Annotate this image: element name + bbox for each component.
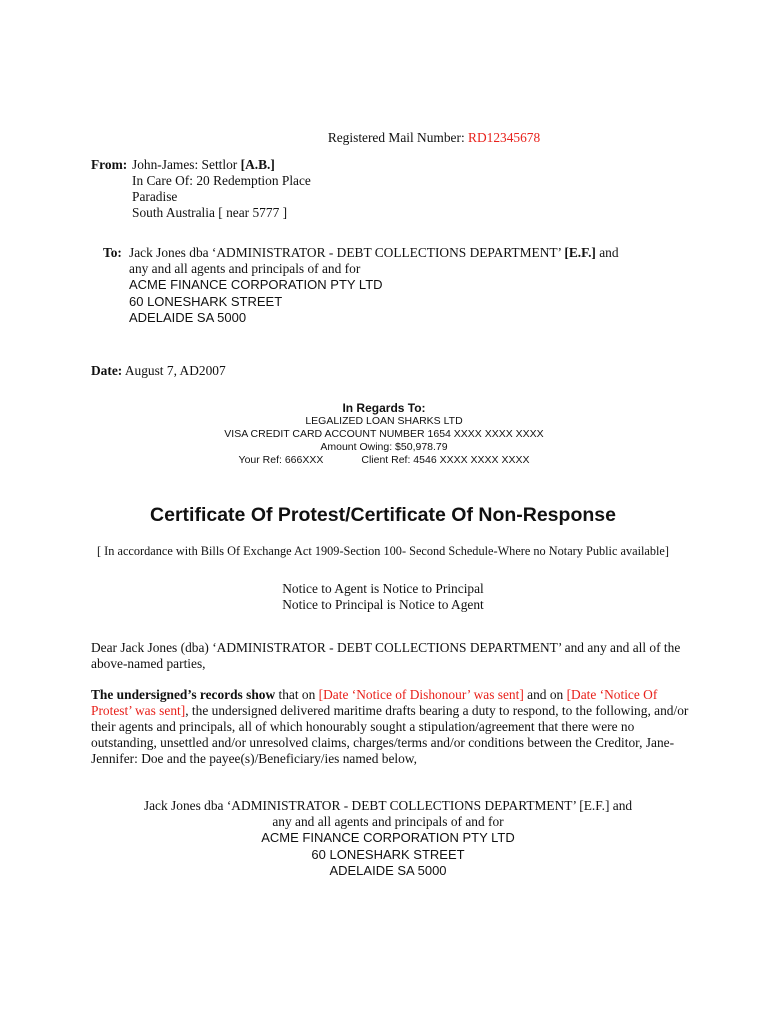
sender-address-line: Paradise bbox=[132, 189, 178, 204]
regards-heading: In Regards To: bbox=[342, 401, 426, 415]
payee-address-line: 60 LONESHARK STREET bbox=[311, 846, 465, 862]
date-line bbox=[91, 363, 226, 379]
notice-line: Notice to Agent is Notice to Principal bbox=[282, 581, 484, 596]
regards-company: LEGALIZED LOAN SHARKS LTD bbox=[305, 415, 463, 427]
regards-block bbox=[0, 401, 768, 467]
records-lead: The undersigned’s records show bbox=[91, 687, 276, 702]
sender-address-line: In Care Of: 20 Redemption Place bbox=[132, 173, 311, 188]
date-label: Date: bbox=[91, 363, 123, 378]
client-ref: Client Ref: 4546 XXXX XXXX XXXX bbox=[361, 454, 530, 466]
sender-address-line: South Australia [ near 5777 ] bbox=[132, 205, 288, 220]
records-text: and on bbox=[523, 687, 567, 702]
certificate-title: Certificate Of Protest/Certificate Of Non-Response bbox=[150, 504, 616, 526]
protest-date-placeholder: [Date ‘Notice Of Protest’ was sent] bbox=[91, 687, 658, 718]
recipient-address-line: ACME FINANCE CORPORATION PTY LTD bbox=[129, 277, 383, 292]
from-label: From: bbox=[91, 157, 128, 172]
to-label: To: bbox=[103, 245, 122, 260]
records-text: , the undersigned delivered maritime drafts bearing a duty to respond, to the following, and/or their agents and principals, all of which honourably sought a stipulation/agreement that there were no outstanding, unsettled and/or unresolved claims, charges/terms and/or conditions between the Creditor, Jane-Jennifer: Doe and the payee(s)/Beneficiary/ies named below, bbox=[91, 703, 689, 766]
notice-block bbox=[0, 581, 766, 613]
sender-name-line bbox=[132, 157, 311, 173]
recipient-address-line: 60 LONESHARK STREET bbox=[129, 293, 283, 309]
recipient-agents-line: any and all agents and principals of and for bbox=[129, 261, 361, 276]
payee-block bbox=[0, 798, 768, 880]
certificate-accordance-note: [ In accordance with Bills Of Exchange Act 1909-Section 100- Second Schedule-Where no Notary Public available] bbox=[97, 544, 669, 558]
payee-name-line: Jack Jones dba ‘ADMINISTRATOR - DEBT COLLECTIONS DEPARTMENT’ [E.F.] and bbox=[143, 798, 633, 813]
recipient-name-line bbox=[129, 245, 619, 261]
dishonour-date-placeholder: [Date ‘Notice of Dishonour’ was sent] bbox=[318, 687, 524, 702]
registered-mail-number: RD12345678 bbox=[468, 130, 541, 145]
recipient-name: Jack Jones dba ‘ADMINISTRATOR - DEBT COLLECTIONS DEPARTMENT’ bbox=[129, 245, 565, 260]
recipient-tag: [E.F.] bbox=[564, 245, 596, 260]
payee-address-line: ACME FINANCE CORPORATION PTY LTD bbox=[261, 830, 515, 845]
recipient-address-line: ADELAIDE SA 5000 bbox=[129, 310, 247, 325]
payee-agents-line: any and all agents and principals of and for bbox=[272, 814, 504, 829]
date-value: August 7, AD2007 bbox=[122, 363, 226, 378]
recipient-name-tail: and bbox=[595, 245, 619, 260]
sender-block bbox=[132, 157, 311, 221]
registered-mail-line bbox=[0, 130, 768, 146]
salutation: Dear Jack Jones (dba) ‘ADMINISTRATOR - DEBT COLLECTIONS DEPARTMENT’ and any and all of the above-named parties, bbox=[91, 640, 681, 671]
records-text: that on bbox=[275, 687, 319, 702]
your-ref: Your Ref: 666XXX bbox=[238, 454, 324, 466]
regards-references bbox=[0, 454, 768, 467]
payee-address-line: ADELAIDE SA 5000 bbox=[329, 863, 447, 878]
sender-name: John-James: Settlor bbox=[132, 157, 241, 172]
regards-amount-owing: Amount Owing: $50,978.79 bbox=[320, 441, 448, 453]
notice-line: Notice to Principal is Notice to Agent bbox=[282, 597, 484, 612]
recipient-block bbox=[129, 245, 619, 327]
sender-tag: [A.B.] bbox=[240, 157, 275, 172]
regards-account: VISA CREDIT CARD ACCOUNT NUMBER 1654 XXXX XXXX XXXX bbox=[224, 428, 544, 440]
records-paragraph bbox=[91, 687, 691, 767]
registered-mail-label: Registered Mail Number: bbox=[327, 130, 469, 145]
